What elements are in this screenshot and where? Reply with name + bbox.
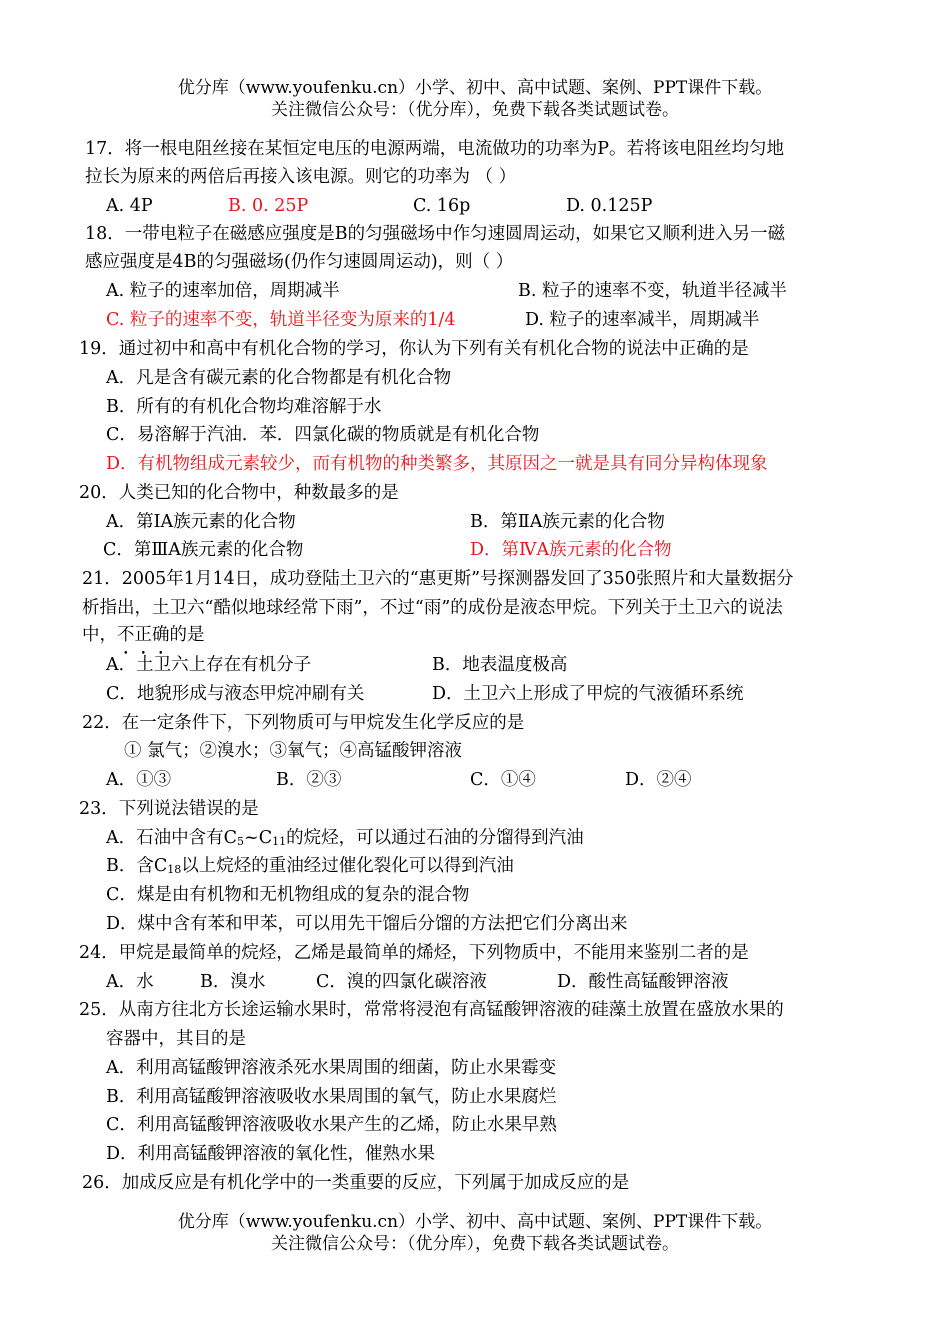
q20-option-d: D．第ⅣA族元素的化合物 xyxy=(470,540,672,560)
q18-option-b: B. 粒子的速率不变，轨道半径减半 xyxy=(518,281,787,301)
banner-line-2: 关注微信公众号：（优分库），免费下载各类试题试卷。 xyxy=(271,100,679,120)
q23-option-c: C．煤是由有机物和无机物组成的复杂的混合物 xyxy=(106,885,470,905)
q25-option-b: B．利用高锰酸钾溶液吸收水果周围的氧气，防止水果腐烂 xyxy=(106,1087,557,1107)
q17-option-d: D. 0.125P xyxy=(566,196,653,216)
q23-option-a xyxy=(106,826,584,850)
q24-option-d: D．酸性高锰酸钾溶液 xyxy=(557,972,729,992)
emphasis-char: 确 xyxy=(152,625,170,645)
q19-stem: 19．通过初中和高中有机化合物的学习，你认为下列有关有机化合物的说法中正确的是 xyxy=(79,339,749,359)
q20-option-c: C．第ⅢA族元素的化合物 xyxy=(103,540,304,560)
q18-stem-1: 18．一带电粒子在磁感应强度是B的匀强磁场中作匀速圆周运动，如果它又顺利进入另一磁 xyxy=(85,224,786,244)
q21-stem-3-pre: 中， xyxy=(82,625,117,645)
q18-option-d: D. 粒子的速率减半，周期减半 xyxy=(525,310,760,330)
q25-stem-1: 25．从南方往北方长途运输水果时，常常将浸泡有高锰酸钾溶液的硅藻土放置在盛放水果的 xyxy=(79,1000,784,1020)
q23-b-post: 以上烷烃的重油经过催化裂化可以得到汽油 xyxy=(181,856,514,876)
q22-option-a: A．①③ xyxy=(106,770,172,790)
q24-option-b: B．溴水 xyxy=(200,972,266,992)
q17-stem-2: 拉长为原来的两倍后再接入该电源。则它的功率为 （ ） xyxy=(85,167,517,187)
q18-option-c: C. 粒子的速率不变，轨道半径变为原来的1/4 xyxy=(106,310,456,330)
header-banner xyxy=(0,77,950,121)
q17-option-b: B. 0. 25P xyxy=(228,196,309,216)
q23-b-pre: B．含C xyxy=(106,856,168,876)
q25-option-c: C．利用高锰酸钾溶液吸收水果产生的乙烯，防止水果早熟 xyxy=(106,1115,557,1135)
q21-stem-1: 21．2005年1月14日，成功登陆土卫六的“惠更斯”号探测器发回了350张照片和大量数据分 xyxy=(82,569,794,589)
q22-items: ① 氯气；②溴水；③氧气；④高锰酸钾溶液 xyxy=(124,741,463,761)
q25-stem-2: 容器中，其目的是 xyxy=(106,1029,246,1049)
q24-option-a: A．水 xyxy=(106,972,154,992)
q21-stem-2: 析指出，土卫六“酷似地球经常下雨”，不过“雨”的成份是液态甲烷。下列关于土卫六的说法 xyxy=(82,598,783,618)
q24-stem: 24．甲烷是最简单的烷烃，乙烯是最简单的烯烃，下列物质中，不能用来鉴别二者的是 xyxy=(79,943,749,963)
q21-emphasis-text xyxy=(117,625,170,645)
q17-stem-1: 17．将一根电阻丝接在某恒定电压的电源两端，电流做功的功率为P。若将该电阻丝均匀地 xyxy=(85,139,785,159)
emphasis-char: 不 xyxy=(117,625,135,645)
q22-option-d: D．②④ xyxy=(625,770,692,790)
q23-b-sub-18: 18 xyxy=(167,863,182,876)
q22-stem: 22．在一定条件下，下列物质可与甲烷发生化学反应的是 xyxy=(82,713,525,733)
q21-option-c: C．地貌形成与液态甲烷冲刷有关 xyxy=(106,684,365,704)
q19-option-b: B．所有的有机化合物均难溶解于水 xyxy=(106,397,382,417)
q18-option-a: A. 粒子的速率加倍，周期减半 xyxy=(106,281,340,301)
q25-option-d: D．利用高锰酸钾溶液的氧化性，催熟水果 xyxy=(106,1144,436,1164)
q19-option-c: C．易溶解于汽油．苯．四氯化碳的物质就是有机化合物 xyxy=(106,425,540,445)
q19-option-d: D．有机物组成元素较少，而有机物的种类繁多，其原因之一就是具有同分异构体现象 xyxy=(106,454,768,474)
footer-line-1: 优分库（www.youfenku.cn）小学、初中、高中试题、案例、PPT课件下载。 xyxy=(177,1212,773,1232)
q17-option-a: A. 4P xyxy=(106,196,153,216)
q23-a-sub-11: 11 xyxy=(272,835,287,848)
q17-option-c: C. 16p xyxy=(413,196,471,216)
q22-option-c: C．①④ xyxy=(470,770,536,790)
q26-stem: 26．加成反应是有机化学中的一类重要的反应，下列属于加成反应的是 xyxy=(82,1173,630,1193)
footer-line-2: 关注微信公众号：（优分库），免费下载各类试题试卷。 xyxy=(271,1234,679,1254)
banner-line-1: 优分库（www.youfenku.cn）小学、初中、高中试题、案例、PPT课件下载。 xyxy=(177,78,773,98)
emphasis-char: 正 xyxy=(134,625,152,645)
q23-a-sub-5: 5 xyxy=(237,835,245,848)
q21-option-d: D．土卫六上形成了甲烷的气液循环系统 xyxy=(432,684,744,704)
q21-stem-3 xyxy=(82,623,205,647)
q23-option-b xyxy=(106,854,514,878)
q22-option-b: B．②③ xyxy=(276,770,342,790)
q20-option-b: B．第ⅡA族元素的化合物 xyxy=(470,512,665,532)
q21-option-a: A．土卫六上存在有机分子 xyxy=(106,655,312,675)
q19-option-a: A．凡是含有碳元素的化合物都是有机化合物 xyxy=(106,368,452,388)
q21-option-b: B．地表温度极高 xyxy=(432,655,568,675)
q23-option-d: D．煤中含有苯和甲苯，可以用先干馏后分馏的方法把它们分离出来 xyxy=(106,914,628,934)
q25-option-a: A．利用高锰酸钾溶液杀死水果周围的细菌，防止水果霉变 xyxy=(106,1058,557,1078)
q23-stem: 23．下列说法错误的是 xyxy=(79,799,259,819)
q20-stem: 20．人类已知的化合物中，种数最多的是 xyxy=(79,483,399,503)
footer-banner xyxy=(0,1211,950,1255)
q24-option-c: C．溴的四氯化碳溶液 xyxy=(316,972,487,992)
q18-stem-2: 感应强度是4B的匀强磁场(仍作匀速圆周运动)，则（ ） xyxy=(85,252,514,272)
q20-option-a: A．第ⅠA族元素的化合物 xyxy=(106,512,296,532)
q23-a-pre: A．石油中含有C xyxy=(106,828,238,848)
q23-a-post: 的烷烃，可以通过石油的分馏得到汽油 xyxy=(286,828,584,848)
q21-stem-3-post: 的是 xyxy=(169,625,205,645)
q23-a-mid: ~C xyxy=(244,828,273,848)
